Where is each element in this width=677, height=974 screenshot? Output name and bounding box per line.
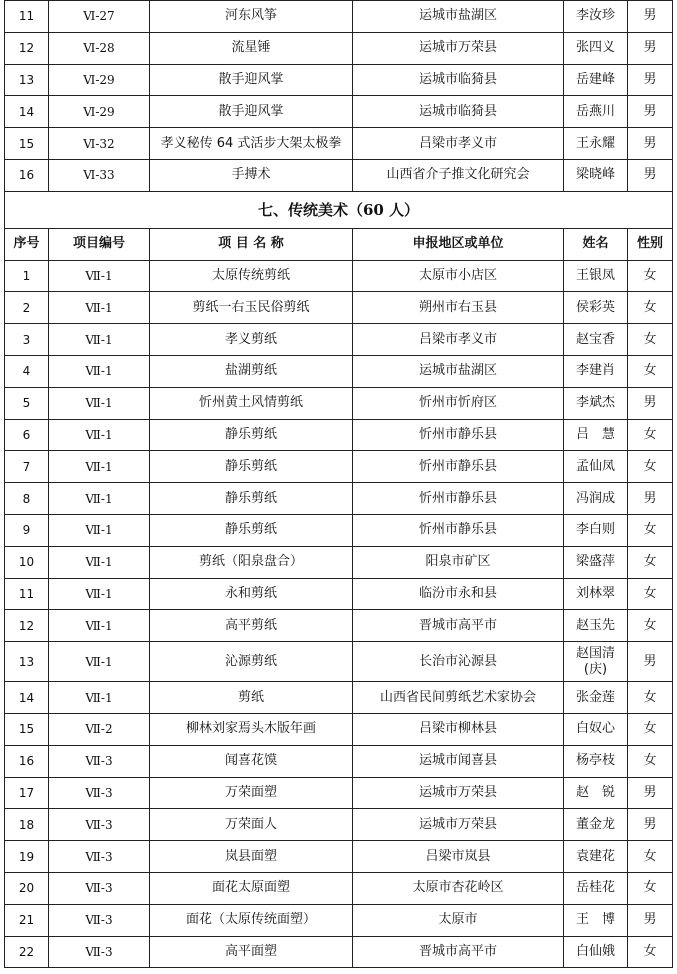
cell-region: 运城市闻喜县 xyxy=(353,745,564,777)
cell-project-name: 沁源剪纸 xyxy=(150,642,353,682)
table-row xyxy=(5,809,673,841)
cell-code: Ⅶ-3 xyxy=(49,904,150,936)
cell-region: 忻州市静乐县 xyxy=(353,419,564,451)
cell-no: 11 xyxy=(5,578,49,610)
table-row xyxy=(5,745,673,777)
cell-project-name: 面花（太原传统面塑） xyxy=(150,904,353,936)
cell-gender: 男 xyxy=(628,904,673,936)
cell-no: 8 xyxy=(5,483,49,515)
cell-person-name: 王 博 xyxy=(564,904,628,936)
table-row xyxy=(5,260,673,292)
cell-person-name: 李白则 xyxy=(564,514,628,546)
cell-project-name: 忻州黄土风情剪纸 xyxy=(150,387,353,419)
cell-no: 13 xyxy=(5,64,49,96)
table-row xyxy=(5,292,673,324)
cell-person-name: 岳桂花 xyxy=(564,872,628,904)
cell-no: 5 xyxy=(5,387,49,419)
cell-project-name: 散手迎风掌 xyxy=(150,64,353,96)
cell-no: 14 xyxy=(5,682,49,714)
cell-gender: 女 xyxy=(628,355,673,387)
cell-person-name: 张四义 xyxy=(564,32,628,64)
cell-gender: 男 xyxy=(628,387,673,419)
cell-project-name: 静乐剪纸 xyxy=(150,514,353,546)
table-row xyxy=(5,1,673,33)
cell-gender: 男 xyxy=(628,32,673,64)
cell-no: 20 xyxy=(5,872,49,904)
table-row xyxy=(5,64,673,96)
cell-code: Ⅶ-3 xyxy=(49,745,150,777)
cell-region: 阳泉市矿区 xyxy=(353,546,564,578)
cell-person-name: 冯润成 xyxy=(564,483,628,515)
heritage-inheritors-table xyxy=(4,0,673,968)
header-gender: 性别 xyxy=(628,228,673,260)
table-row xyxy=(5,936,673,968)
cell-gender: 男 xyxy=(628,1,673,33)
cell-region: 长治市沁源县 xyxy=(353,642,564,682)
cell-code: Ⅶ-1 xyxy=(49,546,150,578)
cell-person-name: 赵玉先 xyxy=(564,610,628,642)
cell-person-name: 李斌杰 xyxy=(564,387,628,419)
cell-person-name: 刘林翠 xyxy=(564,578,628,610)
table-row xyxy=(5,451,673,483)
cell-code: Ⅵ-29 xyxy=(49,96,150,128)
table-row xyxy=(5,355,673,387)
table-row xyxy=(5,483,673,515)
cell-gender: 女 xyxy=(628,419,673,451)
cell-region: 运城市盐湖区 xyxy=(353,1,564,33)
cell-project-name: 河东风筝 xyxy=(150,1,353,33)
cell-person-name: 吕 慧 xyxy=(564,419,628,451)
cell-project-name: 高平面塑 xyxy=(150,936,353,968)
cell-person-name: 李汝珍 xyxy=(564,1,628,33)
cell-no: 14 xyxy=(5,96,49,128)
cell-person-name: 孟仙凤 xyxy=(564,451,628,483)
cell-no: 13 xyxy=(5,642,49,682)
cell-project-name: 万荣面塑 xyxy=(150,777,353,809)
cell-code: Ⅵ-28 xyxy=(49,32,150,64)
cell-no: 3 xyxy=(5,324,49,356)
cell-project-name: 剪纸 xyxy=(150,682,353,714)
cell-person-name: 王银凤 xyxy=(564,260,628,292)
cell-project-name: 孝义秘传 64 式活步大架太极拳 xyxy=(150,128,353,160)
table-row xyxy=(5,159,673,191)
cell-no: 15 xyxy=(5,128,49,160)
cell-no: 7 xyxy=(5,451,49,483)
cell-no: 19 xyxy=(5,841,49,873)
table-row xyxy=(5,514,673,546)
column-header-row xyxy=(5,228,673,260)
cell-person-name: 赵 锐 xyxy=(564,777,628,809)
cell-region: 太原市小店区 xyxy=(353,260,564,292)
cell-region: 吕梁市孝义市 xyxy=(353,128,564,160)
cell-person-name: 岳燕川 xyxy=(564,96,628,128)
table-row xyxy=(5,546,673,578)
table-row xyxy=(5,904,673,936)
cell-no: 16 xyxy=(5,159,49,191)
cell-person-name: 侯彩英 xyxy=(564,292,628,324)
cell-region: 运城市万荣县 xyxy=(353,777,564,809)
cell-code: Ⅵ-27 xyxy=(49,1,150,33)
cell-no: 17 xyxy=(5,777,49,809)
cell-person-name: 赵宝香 xyxy=(564,324,628,356)
cell-no: 2 xyxy=(5,292,49,324)
cell-person-name: 袁建花 xyxy=(564,841,628,873)
cell-no: 12 xyxy=(5,610,49,642)
cell-no: 10 xyxy=(5,546,49,578)
cell-person-name: 董金龙 xyxy=(564,809,628,841)
cell-code: Ⅶ-3 xyxy=(49,809,150,841)
cell-gender: 女 xyxy=(628,872,673,904)
cell-no: 16 xyxy=(5,745,49,777)
cell-gender: 女 xyxy=(628,745,673,777)
cell-code: Ⅵ-29 xyxy=(49,64,150,96)
cell-region: 吕梁市孝义市 xyxy=(353,324,564,356)
table-row xyxy=(5,419,673,451)
header-person-name: 姓名 xyxy=(564,228,628,260)
table-row xyxy=(5,32,673,64)
cell-gender: 女 xyxy=(628,936,673,968)
cell-region: 忻州市静乐县 xyxy=(353,514,564,546)
cell-region: 吕梁市柳林县 xyxy=(353,713,564,745)
cell-gender: 女 xyxy=(628,324,673,356)
table-row xyxy=(5,642,673,682)
cell-code: Ⅶ-1 xyxy=(49,260,150,292)
header-code: 项目编号 xyxy=(49,228,150,260)
section-title: 七、传统美术（60 人） xyxy=(5,191,673,228)
cell-person-name: 梁盛萍 xyxy=(564,546,628,578)
cell-project-name: 面花太原面塑 xyxy=(150,872,353,904)
table-row xyxy=(5,713,673,745)
cell-region: 运城市临猗县 xyxy=(353,64,564,96)
table-row xyxy=(5,682,673,714)
cell-region: 忻州市忻府区 xyxy=(353,387,564,419)
cell-region: 忻州市静乐县 xyxy=(353,451,564,483)
cell-gender: 女 xyxy=(628,292,673,324)
section-header-group xyxy=(5,191,673,260)
cell-code: Ⅶ-1 xyxy=(49,514,150,546)
table-row xyxy=(5,578,673,610)
cell-gender: 男 xyxy=(628,128,673,160)
cell-code: Ⅶ-1 xyxy=(49,387,150,419)
table-row xyxy=(5,96,673,128)
cell-region: 运城市万荣县 xyxy=(353,32,564,64)
cell-project-name: 孝义剪纸 xyxy=(150,324,353,356)
cell-gender: 女 xyxy=(628,682,673,714)
cell-person-name: 李建肖 xyxy=(564,355,628,387)
header-no: 序号 xyxy=(5,228,49,260)
cell-project-name: 剪纸一右玉民俗剪纸 xyxy=(150,292,353,324)
cell-person-name: 白仙娥 xyxy=(564,936,628,968)
cell-person-name: 张金莲 xyxy=(564,682,628,714)
cell-code: Ⅵ-33 xyxy=(49,159,150,191)
cell-no: 21 xyxy=(5,904,49,936)
cell-gender: 男 xyxy=(628,483,673,515)
table-row xyxy=(5,872,673,904)
cell-code: Ⅶ-1 xyxy=(49,642,150,682)
cell-no: 4 xyxy=(5,355,49,387)
cell-gender: 女 xyxy=(628,260,673,292)
cell-project-name: 散手迎风掌 xyxy=(150,96,353,128)
cell-no: 12 xyxy=(5,32,49,64)
header-region: 申报地区或单位 xyxy=(353,228,564,260)
cell-gender: 女 xyxy=(628,546,673,578)
table-row xyxy=(5,387,673,419)
traditional-art-rows xyxy=(5,260,673,968)
cell-code: Ⅶ-2 xyxy=(49,713,150,745)
table-row xyxy=(5,610,673,642)
cell-person-name: 杨亭枝 xyxy=(564,745,628,777)
cell-gender: 男 xyxy=(628,159,673,191)
table-row xyxy=(5,324,673,356)
cell-region: 临汾市永和县 xyxy=(353,578,564,610)
cell-code: Ⅶ-3 xyxy=(49,872,150,904)
cell-code: Ⅶ-1 xyxy=(49,324,150,356)
cell-code: Ⅶ-1 xyxy=(49,419,150,451)
cell-gender: 女 xyxy=(628,713,673,745)
cell-person-name: 王永耀 xyxy=(564,128,628,160)
cell-project-name: 流星锤 xyxy=(150,32,353,64)
cell-project-name: 岚县面塑 xyxy=(150,841,353,873)
cell-region: 运城市临猗县 xyxy=(353,96,564,128)
cell-code: Ⅶ-1 xyxy=(49,578,150,610)
table-row xyxy=(5,841,673,873)
cell-project-name: 太原传统剪纸 xyxy=(150,260,353,292)
cell-region: 山西省民间剪纸艺术家协会 xyxy=(353,682,564,714)
cell-region: 晋城市高平市 xyxy=(353,610,564,642)
header-project-name: 项 目 名 称 xyxy=(150,228,353,260)
cell-project-name: 柳林刘家焉头木版年画 xyxy=(150,713,353,745)
cell-gender: 女 xyxy=(628,610,673,642)
cell-gender: 女 xyxy=(628,451,673,483)
cell-no: 18 xyxy=(5,809,49,841)
cell-gender: 男 xyxy=(628,64,673,96)
cell-code: Ⅶ-3 xyxy=(49,841,150,873)
cell-no: 1 xyxy=(5,260,49,292)
cell-code: Ⅶ-3 xyxy=(49,936,150,968)
cell-region: 运城市万荣县 xyxy=(353,809,564,841)
cell-code: Ⅶ-1 xyxy=(49,610,150,642)
cell-region: 朔州市右玉县 xyxy=(353,292,564,324)
cell-project-name: 永和剪纸 xyxy=(150,578,353,610)
cell-person-name: 岳建峰 xyxy=(564,64,628,96)
cell-gender: 男 xyxy=(628,809,673,841)
cell-no: 9 xyxy=(5,514,49,546)
cell-region: 运城市盐湖区 xyxy=(353,355,564,387)
cell-person-name: 梁晓峰 xyxy=(564,159,628,191)
table-row xyxy=(5,128,673,160)
cell-no: 6 xyxy=(5,419,49,451)
cell-region: 忻州市静乐县 xyxy=(353,483,564,515)
cell-code: Ⅶ-1 xyxy=(49,292,150,324)
cell-gender: 男 xyxy=(628,642,673,682)
table-row xyxy=(5,777,673,809)
cell-code: Ⅶ-1 xyxy=(49,451,150,483)
cell-no: 22 xyxy=(5,936,49,968)
cell-code: Ⅶ-1 xyxy=(49,483,150,515)
cell-no: 15 xyxy=(5,713,49,745)
cell-code: Ⅶ-1 xyxy=(49,355,150,387)
cell-gender: 男 xyxy=(628,777,673,809)
cell-region: 晋城市高平市 xyxy=(353,936,564,968)
cell-project-name: 剪纸（阳泉盘合） xyxy=(150,546,353,578)
previous-section-rows xyxy=(5,1,673,192)
cell-region: 太原市 xyxy=(353,904,564,936)
cell-project-name: 静乐剪纸 xyxy=(150,483,353,515)
cell-project-name: 闻喜花馍 xyxy=(150,745,353,777)
cell-project-name: 高平剪纸 xyxy=(150,610,353,642)
cell-gender: 女 xyxy=(628,841,673,873)
cell-person-name: 白奴心 xyxy=(564,713,628,745)
cell-project-name: 手搏术 xyxy=(150,159,353,191)
cell-gender: 男 xyxy=(628,96,673,128)
section-title-row xyxy=(5,191,673,228)
cell-person-name: 赵国清(庆) xyxy=(564,642,628,682)
cell-gender: 女 xyxy=(628,578,673,610)
cell-region: 山西省介子推文化研究会 xyxy=(353,159,564,191)
cell-project-name: 盐湖剪纸 xyxy=(150,355,353,387)
cell-project-name: 静乐剪纸 xyxy=(150,451,353,483)
cell-code: Ⅶ-1 xyxy=(49,682,150,714)
cell-code: Ⅶ-3 xyxy=(49,777,150,809)
cell-region: 太原市杏花岭区 xyxy=(353,872,564,904)
cell-code: Ⅵ-32 xyxy=(49,128,150,160)
cell-gender: 女 xyxy=(628,514,673,546)
cell-project-name: 静乐剪纸 xyxy=(150,419,353,451)
cell-project-name: 万荣面人 xyxy=(150,809,353,841)
cell-region: 吕梁市岚县 xyxy=(353,841,564,873)
cell-no: 11 xyxy=(5,1,49,33)
